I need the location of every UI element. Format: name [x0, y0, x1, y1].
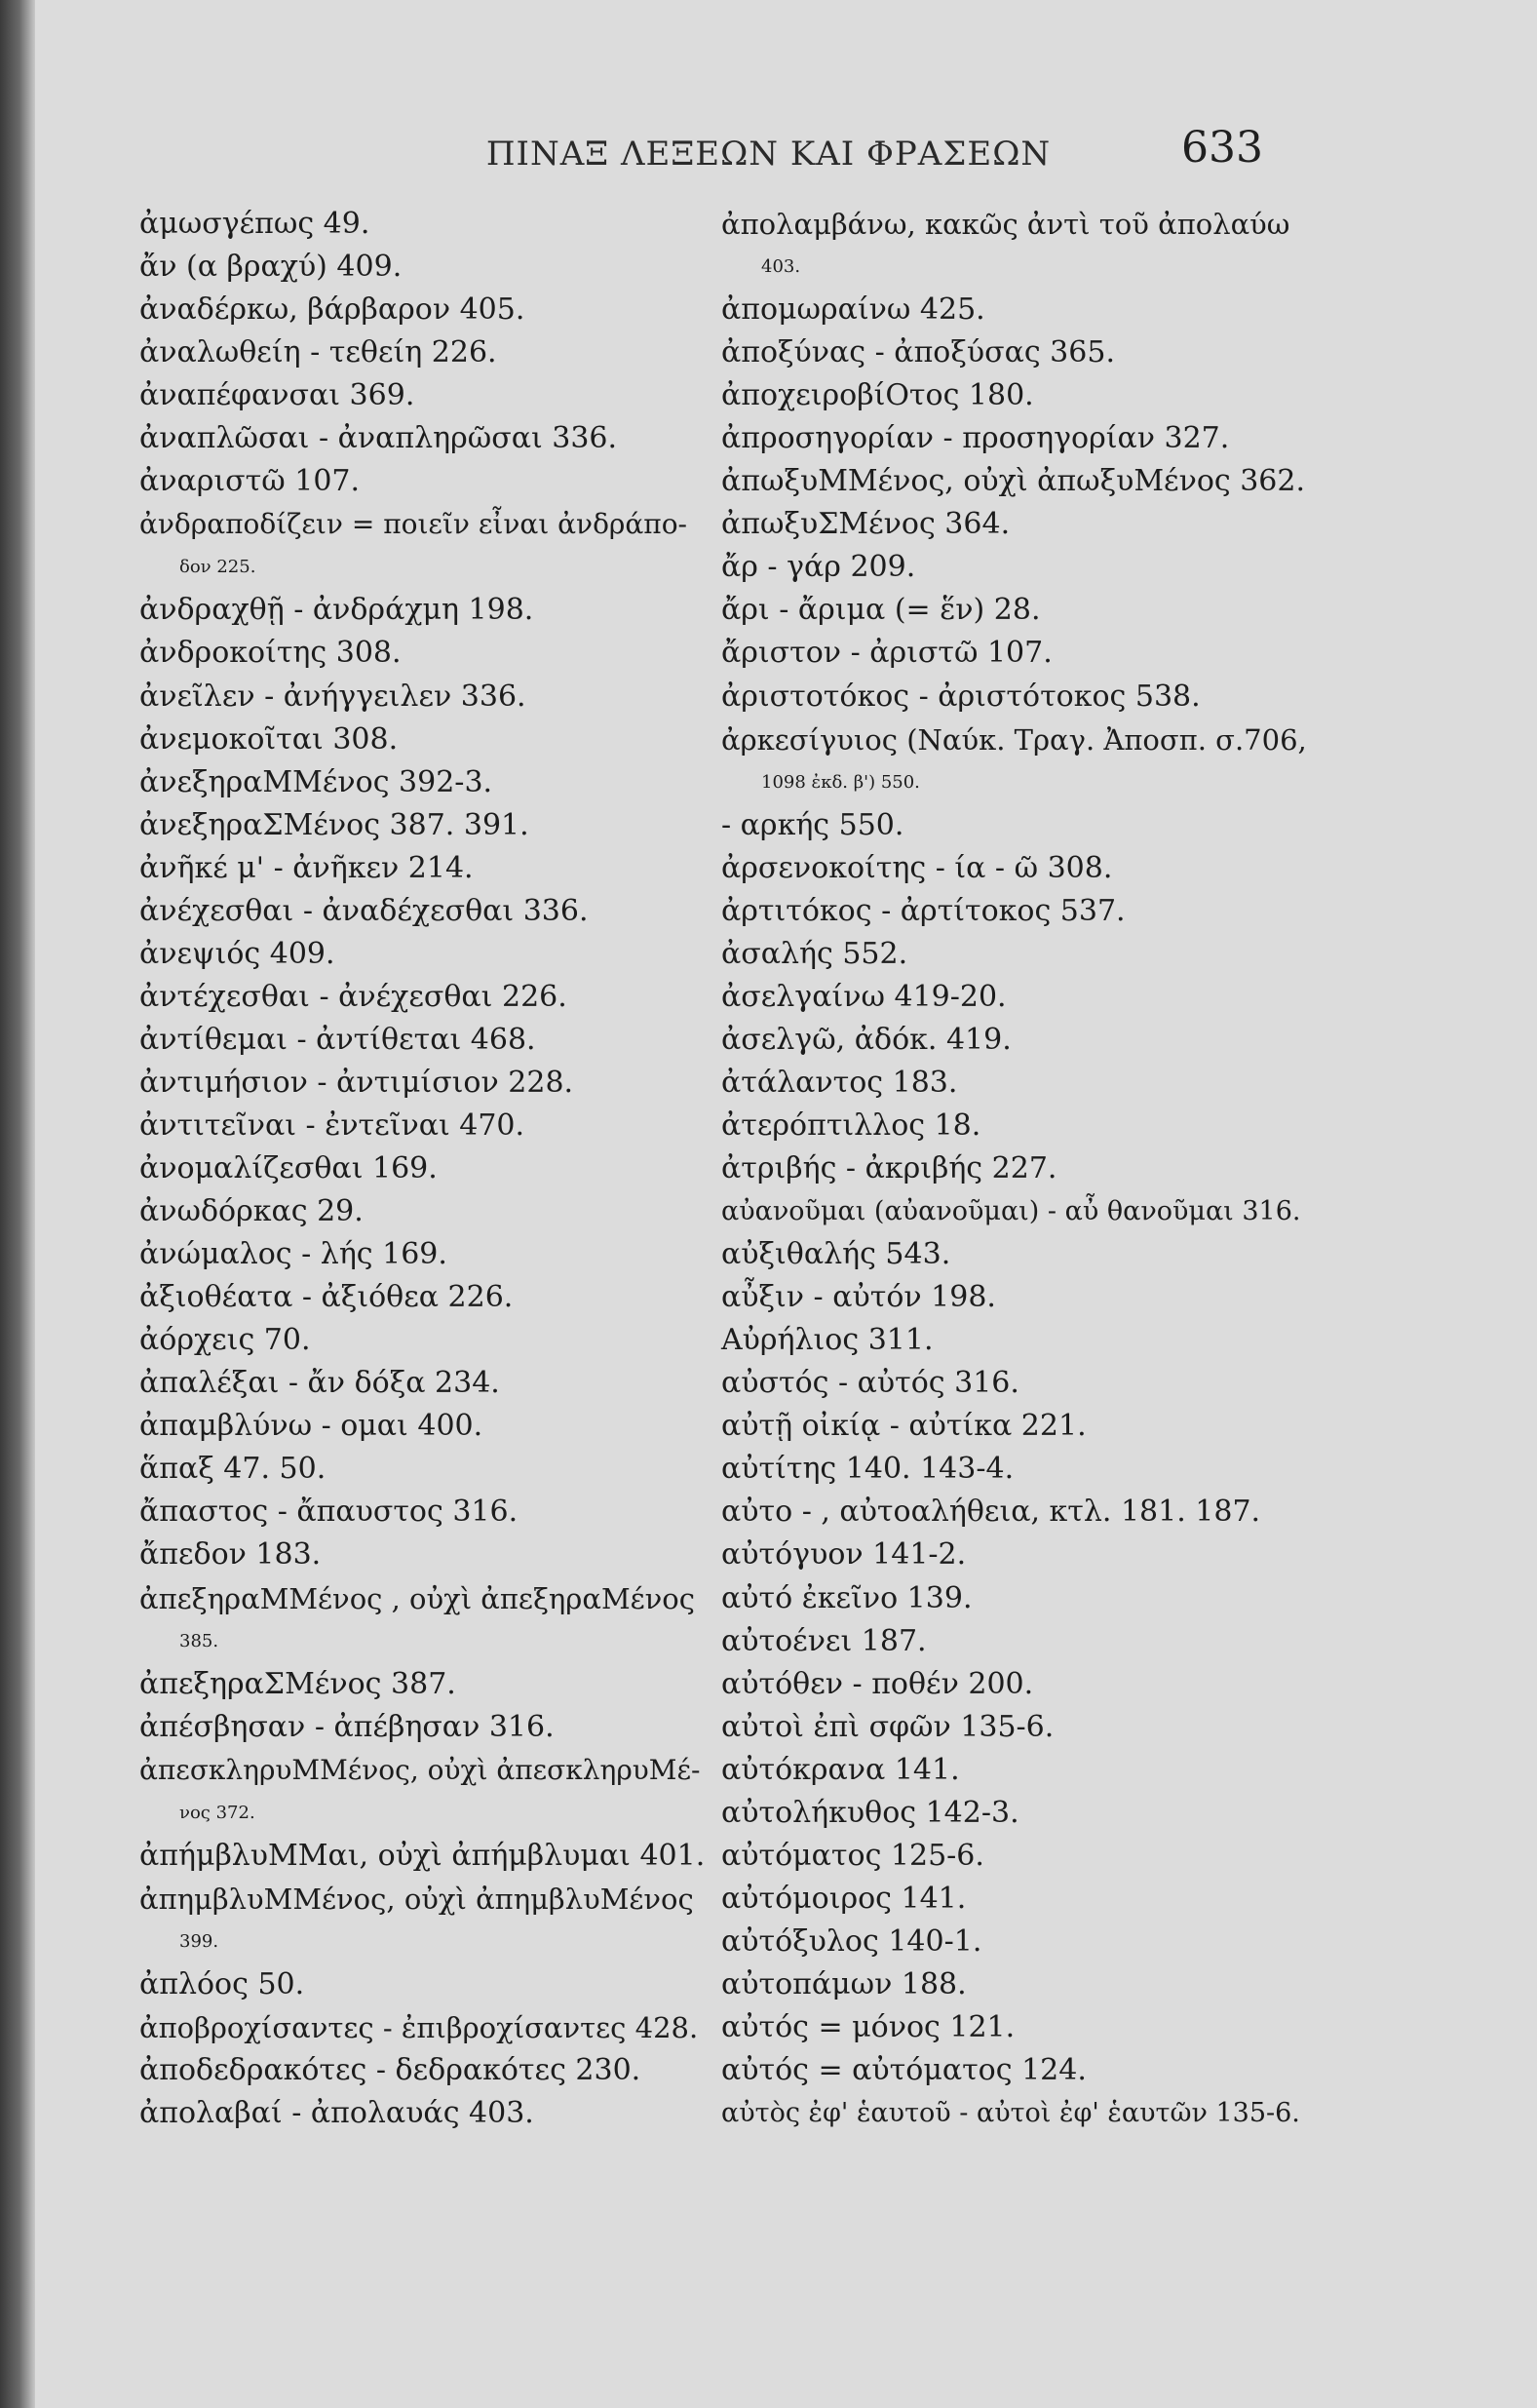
index-entry: ἄπαστος - ἄπαυστος 316.: [139, 1495, 519, 1530]
index-entry: αὐτόγυον 141-2.: [721, 1537, 967, 1573]
index-entry: ἀρσενοκοίτης - ία - ῶ 308.: [721, 850, 1113, 885]
index-entry: αὐανοῦμαι (αὐανοῦμαι) - αὖ θανοῦμαι 316.: [721, 1196, 1301, 1227]
index-entry: ἀτερόπτιλλος 18.: [721, 1107, 981, 1143]
index-entry: ἀνῆκέ μ' - ἀνῆκεν 214.: [139, 850, 474, 885]
index-entry: ἀπεξηραΣΜένος 387.: [139, 1666, 456, 1701]
index-entry: αὐτοὶ ἐπὶ σφῶν 135-6.: [721, 1709, 1055, 1744]
index-entry: αὐτόκρανα 141.: [721, 1752, 960, 1787]
index-entry: ἄν (α βραχύ) 409.: [139, 250, 403, 285]
index-entry: ἀτριβής - ἀκριβής 227.: [721, 1151, 1057, 1186]
index-entry: αὐτόμοιρος 141.: [721, 1881, 967, 1916]
index-entry: αὐτίτης 140. 143-4.: [721, 1452, 1015, 1487]
index-entry: ἀπέσβησαν - ἀπέβησαν 316.: [139, 1709, 555, 1744]
index-entry: ἀνεμοκοῖται 308.: [139, 721, 399, 757]
index-entry: αὐτός = μόνος 121.: [721, 2009, 1016, 2044]
index-entry: ἀναπλῶσαι - ἀναπληρῶσαι 336.: [139, 421, 618, 456]
index-entry: αὐτῇ οἰκίᾳ - αὐτίκα 221.: [721, 1409, 1087, 1444]
index-entry: ἀναλωθείη - τεθείη 226.: [139, 335, 497, 370]
index-entry: ἀντίθεμαι - ἀντίθεται 468.: [139, 1022, 536, 1057]
index-entry: ἀπεσκληρυΜΜένος, οὐχὶ ἀπεσκληρυΜέ-: [139, 1753, 701, 1786]
index-entry: ἀναδέρκω, βάρβαρον 405.: [139, 292, 525, 328]
index-entry: ἀπεξηραΜΜένος , οὐχὶ ἀπεξηραΜένος: [139, 1581, 695, 1615]
index-entry: αὐτοένει 187.: [721, 1623, 927, 1658]
index-entry: ἀντιμήσιον - ἀντιμίσιον 228.: [139, 1065, 574, 1100]
index-entry: ἀπροσηγορίαν - προσηγορίαν 327.: [721, 421, 1230, 456]
index-entry: ἄπεδον 183.: [139, 1537, 322, 1573]
page-title: ΠΙΝΑΞ ΛΕΞΕΩΝ ΚΑΙ ΦΡΑΣΕΩΝ: [485, 135, 1052, 174]
index-entry: ἄρι - ἄριμα (= ἕν) 28.: [721, 593, 1041, 628]
index-entry: Αὐρήλιος 311.: [721, 1323, 934, 1358]
index-entry: αὐτὸς ἐφ' ἑαυτοῦ - αὐτοὶ ἐφ' ἑαυτῶν 135-6.: [721, 2098, 1300, 2129]
index-entry: ἄρ - γάρ 209.: [721, 550, 916, 585]
index-entry: ἀξιοθέατα - ἀξιόθεα 226.: [139, 1280, 514, 1315]
index-entry-continuation: 1098 ἐκδ. β') 550.: [761, 771, 920, 793]
index-entry: ἀπωξυΣΜένος 364.: [721, 507, 1011, 542]
index-entry: αὐτόματος 125-6.: [721, 1838, 984, 1873]
index-entry: ἀνώμαλος - λής 169.: [139, 1237, 447, 1272]
index-entry: ἀσελγαίνω 419-20.: [721, 979, 1007, 1014]
index-entry-continuation: νος 372.: [179, 1802, 255, 1823]
index-entry: ἀπλόος 50.: [139, 1966, 305, 2001]
index-entry: ἀπαλέξαι - ἄν δόξα 234.: [139, 1366, 500, 1401]
index-entry: ἀπωξυΜΜένος, οὐχὶ ἀπωξυΜένος 362.: [721, 464, 1306, 499]
index-entry: ἀσελγῶ, ἀδόκ. 419.: [721, 1022, 1012, 1057]
index-entry: ἀπολαμβάνω, κακῶς ἀντὶ τοῦ ἀπολαύω: [721, 208, 1290, 241]
index-entry: ἀνδραποδίζειν = ποιεῖν εἶναι ἀνδράπο-: [139, 508, 688, 541]
index-entry: ἀναπέφανσαι 369.: [139, 378, 415, 413]
index-entry: ἀπημβλυΜΜένος, οὐχὶ ἀπημβλυΜένος: [139, 1882, 694, 1916]
book-spine-shadow: [0, 0, 35, 2408]
left-column: [139, 203, 705, 2135]
index-entry: ἀποξύνας - ἀποξύσας 365.: [721, 335, 1115, 370]
index-entry: ἀπολαβαί - ἀπολαυάς 403.: [139, 2096, 534, 2131]
index-entry: ἀνδραχθῇ - ἀνδράχμη 198.: [139, 593, 534, 628]
index-entry: ἀπομωραίνω 425.: [721, 292, 985, 328]
index-entry: αὐτο - , αὐτοαλήθεια, κτλ. 181. 187.: [721, 1495, 1261, 1530]
index-entry: αὐτό ἐκεῖνο 139.: [721, 1580, 973, 1615]
index-entry: - αρκής 550.: [721, 807, 904, 842]
index-entry: αὐστός - αὐτός 316.: [721, 1366, 1019, 1401]
index-entry: ἀνεξηραΣΜένος 387. 391.: [139, 807, 529, 842]
index-entry: ἀτάλαντος 183.: [721, 1065, 958, 1100]
index-entry: αὐτόθεν - ποθέν 200.: [721, 1666, 1034, 1701]
index-entry: ἀρτιτόκος - ἀρτίτοκος 537.: [721, 893, 1126, 928]
right-column: [721, 203, 1306, 2135]
index-entry-continuation: 385.: [179, 1630, 219, 1651]
index-entry-continuation: 403.: [761, 256, 801, 278]
index-entry: ἀπαμβλύνω - ομαι 400.: [139, 1409, 483, 1444]
index-entry: ἀνεψιός 409.: [139, 936, 335, 971]
index-entry: ἀμωσγέπως 49.: [139, 207, 370, 241]
index-entry: ἀντέχεσθαι - ἀνέχεσθαι 226.: [139, 979, 567, 1014]
index-entry-continuation: δον 225.: [179, 557, 256, 578]
index-entry: ἀσαλής 552.: [721, 936, 908, 971]
index-entry: αὖξιν - αὐτόν 198.: [721, 1280, 996, 1315]
index-entry: ἀόρχεις 70.: [139, 1323, 311, 1358]
index-entry: ἀποδεδρακότες - δεδρακότες 230.: [139, 2053, 641, 2088]
index-entry: αὐτός = αὐτόματος 124.: [721, 2053, 1087, 2088]
index-entry: ἀνεξηραΜΜένος 392-3.: [139, 764, 493, 799]
index-entry: ἀνέχεσθαι - ἀναδέχεσθαι 336.: [139, 893, 589, 928]
index-entry: ἅπαξ 47. 50.: [139, 1452, 327, 1487]
index-entry: ἄριστον - ἀριστῶ 107.: [721, 636, 1053, 671]
index-entry: ἀριστοτόκος - ἀριστότοκος 538.: [721, 679, 1201, 714]
index-entry: ἀνωδόρκας 29.: [139, 1194, 364, 1229]
index-entry: ἀναριστῶ 107.: [139, 464, 361, 499]
page-number: 633: [1181, 123, 1263, 173]
index-entry: ἀνομαλίζεσθαι 169.: [139, 1151, 438, 1186]
index-entry-continuation: 399.: [179, 1930, 219, 1952]
index-entry: ἀρκεσίγυιος (Ναύκ. Τραγ. Ἀποσπ. σ.706,: [721, 722, 1307, 757]
index-entry: ἀνδροκοίτης 308.: [139, 636, 402, 671]
index-entry: ἀπήμβλυΜΜαι, οὐχὶ ἀπήμβλυμαι 401.: [139, 1838, 706, 1873]
index-entry: αὐξιθαλής 543.: [721, 1237, 951, 1272]
index-entry: αὐτόξυλος 140-1.: [721, 1923, 982, 1959]
index-entry: ἀποβροχίσαντες - ἐπιβροχίσαντες 428.: [139, 2010, 699, 2044]
index-entry: αὐτολήκυθος 142-3.: [721, 1795, 1019, 1830]
index-entry: ἀποχειροβίΟτος 180.: [721, 378, 1034, 413]
index-entry: ἀντιτεῖναι - ἐντεῖναι 470.: [139, 1107, 525, 1143]
index-entry: αὐτοπάμων 188.: [721, 1966, 967, 2001]
index-entry: ἀνεῖλεν - ἀνήγγειλεν 336.: [139, 679, 526, 714]
